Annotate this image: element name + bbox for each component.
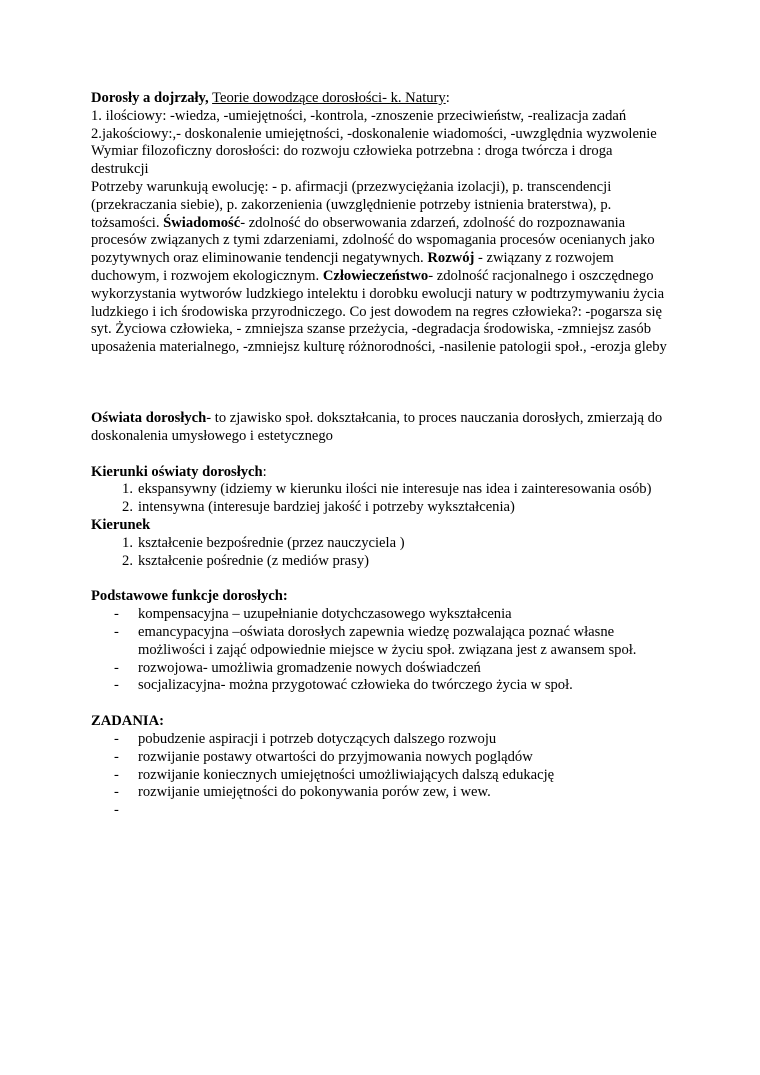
spacer — [91, 446, 671, 464]
spacer — [91, 695, 671, 713]
item-text: socjalizacyjna- można przygotować człowieka do twórczego życia w społ. — [138, 677, 573, 694]
item-text: intensywna (interesuje bardziej jakość i potrzeby wykształcenia) — [138, 499, 515, 516]
list-item — [91, 784, 671, 802]
term-czlowieczenstwo: Człowieczeństwo — [322, 267, 429, 284]
kierunek-heading — [91, 517, 671, 535]
qualitative-line: 2.jakościowy:,- doskonalenie umiejętności, -doskonalenie wiadomości, -uwzględnia wyzwolenie — [91, 125, 657, 142]
kierunki-title: Kierunki oświaty dorosłych — [91, 463, 263, 480]
list-item — [91, 624, 671, 660]
dash-bullet: - — [114, 730, 119, 747]
term-oswiata: Oświata dorosłych — [91, 409, 207, 426]
zadania-title: ZADANIA: — [91, 713, 164, 730]
zadania-heading — [91, 713, 671, 731]
funkcje-title: Podstawowe funkcje dorosłych: — [91, 588, 288, 605]
title-colon: : — [445, 90, 450, 106]
list-item — [91, 481, 671, 499]
title-bold: Dorosły a dojrzały, — [91, 90, 209, 106]
zadania-list — [91, 731, 671, 820]
dash-bullet: - — [114, 784, 119, 801]
item-text: ekspansywny (idziemy w kierunku ilości nie interesuje nas idea i zainteresowania osób) — [138, 481, 652, 498]
dash-bullet: - — [114, 677, 119, 694]
item-number: 2. — [122, 499, 133, 516]
philosophical-line: Wymiar filozoficzny dorosłości: do rozwoju człowieka potrzebna : droga twórcza i droga destrukcji — [91, 143, 613, 178]
list-item — [91, 606, 671, 624]
item-text: kształcenie pośrednie (z mediów prasy) — [138, 552, 369, 569]
item-number: 2. — [122, 552, 133, 569]
para-c: - związany z rozwojem duchowym, i rozwojem ekologicznym. — [91, 250, 614, 284]
para-d: - zdolność racjonalnego i oszczędnego wykorzystania wytworów ludzkiego intelektu i dorobku ewolucji natury w podtrzymywaniu życia ludzkiego i ich środowiska przyrodniczego. Co jest dowodem na regres człowieka?: -pogarsza się syt. Życiowa człowieka, - zmniejsza szanse przeżycia, -degradacja środowiska, -zmniejsz zasób uposażenia materialnego, -zmniejsz kulturę różnorodności, -nasilenie patologii społ., -erozja gleby — [91, 267, 667, 356]
document-content — [91, 90, 671, 820]
list-item — [91, 802, 671, 820]
dash-bullet: - — [114, 748, 119, 765]
list-item — [91, 731, 671, 749]
kierunki-colon: : — [262, 463, 267, 480]
list-item — [91, 749, 671, 767]
list-item — [91, 499, 671, 517]
dash-bullet: - — [114, 766, 119, 783]
dash-bullet: - — [114, 623, 119, 640]
funkcje-heading — [91, 588, 671, 606]
kierunek-title: Kierunek — [91, 516, 151, 533]
dash-bullet: - — [114, 659, 119, 676]
section1-title — [91, 90, 671, 108]
item-text: rozwijanie umiejętności do pokonywania porów zew, i wew. — [138, 784, 491, 801]
kierunki-heading — [91, 464, 671, 482]
list-item — [91, 677, 671, 695]
dash-bullet: - — [114, 606, 119, 623]
item-text: rozwojowa- umożliwia gromadzenie nowych doświadczeń — [138, 659, 481, 676]
needs-paragraph — [91, 179, 671, 357]
adult-education-definition — [91, 410, 671, 446]
list-item — [91, 535, 671, 553]
definition-text: - to zjawisko społ. dokształcania, to proces nauczania dorosłych, zmierzają do doskonalenia umysłowego i estetycznego — [91, 409, 663, 444]
item-text: rozwijanie koniecznych umiejętności umożliwiających dalszą edukację — [138, 766, 555, 783]
dash-bullet: - — [114, 802, 119, 819]
spacer — [91, 357, 671, 410]
term-swiadomosc: Świadomość — [163, 214, 241, 231]
kierunek-list — [91, 535, 671, 571]
item-text: kompensacyjna – uzupełnianie dotychczasowego wykształcenia — [138, 606, 512, 623]
item-number: 1. — [122, 534, 133, 551]
spacer — [91, 570, 671, 588]
list-item — [91, 660, 671, 678]
item-text: pobudzenie aspiracji i potrzeb dotyczących dalszego rozwoju — [138, 730, 497, 747]
kierunki-list — [91, 481, 671, 517]
quantitative-line: 1. ilościowy: -wiedza, -umiejętności, -kontrola, -znoszenie przeciwieństw, -realizacja zadań — [91, 107, 627, 124]
list-item — [91, 553, 671, 571]
funkcje-list — [91, 606, 671, 695]
term-rozwoj: Rozwój — [427, 250, 475, 267]
item-text: kształcenie bezpośrednie (przez nauczyciela ) — [138, 534, 405, 551]
list-item — [91, 767, 671, 785]
item-number: 1. — [122, 481, 133, 498]
item-text: emancypacyjna –oświata dorosłych zapewnia wiedzę pozwalająca poznać własne możliwości i zająć odpowiednie miejsce w życiu społ. związana jest z awansem społ. — [138, 623, 637, 658]
para-a: Potrzeby warunkują ewolucję: - p. afirmacji (przezwyciężania izolacji), p. transcendencji (przekraczania siebie), p. zakorzenienia (uwzględnienie potrzeby istnienia braterstwa), p. tożsamości. — [91, 178, 612, 231]
item-text: rozwijanie postawy otwartości do przyjmowania nowych poglądów — [138, 748, 533, 765]
title-underlined: Teorie dowodzące dorosłości- k. Natury — [212, 90, 446, 106]
para-b: - zdolność do obserwowania zdarzeń, zdolność do rozpoznawania procesów związanych z tymi zdarzeniami, zdolność do wspomagania procesów ocenianych jako pozytywnych oraz eliminowanie tendencji negatywnych. — [91, 214, 655, 267]
